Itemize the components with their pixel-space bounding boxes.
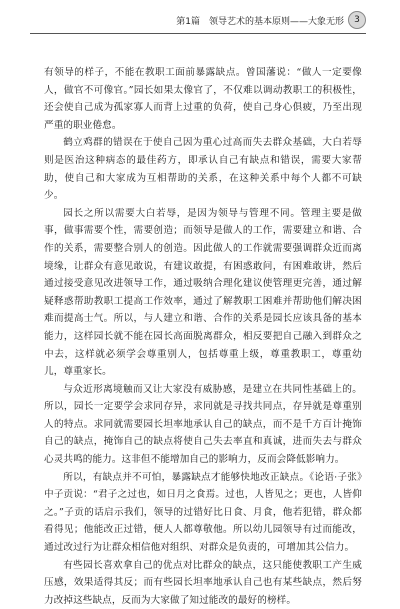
- paragraph: 有领导的样子，不能在教职工面前暴露缺点。曾国藩说：“做人一定要像人，做官不可像官。”园长如果太像官了，不仅难以调动教职工的积极性，还会使自己成为孤家寡人而背上过重的负荷，使自己身心俱疲，乃至出现严重的职业倦怠。: [44, 67, 362, 131]
- paragraph: 有些园长喜欢拿自己的优点对比群众的缺点，这只能使教职工产生威压感，效果适得其反；而有些园长坦率地承认自己也有某些缺点，然后努力改掉这些缺点，反而为大家做了知过能改的最好的榜样。: [44, 559, 362, 606]
- paragraph: 所以，有缺点并不可怕，暴露缺点才能够快地改正缺点。《论语·子张》中子贡说：“君子之过也，如日月之食焉。过也，人皆见之；更也，人皆仰之。”子贡的话启示我们，领导的过错好比日食、月食，他若犯错，群众都看得见；他能改正过错，便人人都尊敬他。所以幼儿园领导有过而能改，通过改过行为让群众相信他对组织、对群众是负责的，可增加其公信力。: [44, 471, 362, 554]
- paragraph: 与众近形离境触而又让大家没有威胁感，是建立在共同性基础上的。所以，园长一定要学会求同存异，求同就是寻找共同点，存异就是尊重别人的特点。求同就需要园长坦率地承认自己的缺点，而不是千方百计掩饰自己的缺点，掩饰自己的缺点将使自己失去率直和真诚，进而失去与群众心灵共鸣的能力。这非但不能增加自己的影响力，反而会降低影响力。: [44, 383, 362, 466]
- paragraph: 鹤立鸡群的错误在于使自己因为重心过高而失去群众基础，大白若辱则是医治这种病态的最佳药方，即承认自己有缺点和错误，需要大家帮助，使自己和大家成为互相帮助的关系，在这种关系中每个人都不可缺少。: [44, 137, 362, 202]
- page-number-badge: 3: [348, 11, 366, 29]
- body-text: [44, 64, 362, 609]
- paragraph: 园长之所以需要大白若辱，是因为领导与管理不同。管理主要是做事，做事需要个性，需要创造；而领导是做人的工作，需要建立和谐、合作的关系，需要整合别人的创造。因此做人的工作就需要强调群众近而离境缘，让群众有意见敢说，有建议敢提，有困惑敢问，有困难敢讲，然后通过接受意见改进领导工作，通过吸纳合理化建议使管理更完善，通过解疑释惑帮助教职工提高工作效率，通过了解教职工困难并帮助他们解决困难而提高士气。所以，与人建立和谐、合作的关系是园长应该具备的基本能力，这样园长就不能在园长高面脱离群众，相反要把自己融入到群众之中去，这样就必须学会尊重别人，包括尊重上级，尊重教职工，尊重幼儿，尊重家长。: [44, 207, 362, 378]
- chapter-title: 第1篇 领导艺术的基本原则——大象无形: [176, 17, 344, 27]
- running-header: [30, 9, 366, 34]
